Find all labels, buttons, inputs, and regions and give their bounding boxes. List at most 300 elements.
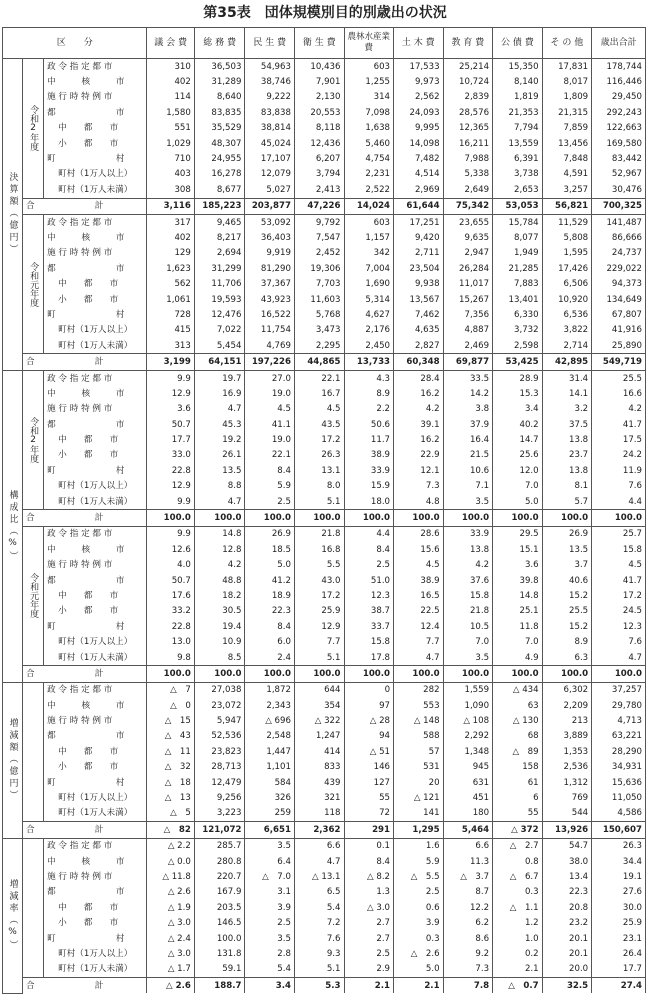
table-cell: 36,503 xyxy=(194,59,245,75)
table-cell: 354 xyxy=(294,698,344,713)
table-cell: 310 xyxy=(147,59,194,75)
table-cell: 100.0 xyxy=(147,666,194,682)
table-cell: 28,713 xyxy=(194,760,245,775)
table-cell: △ 13.1 xyxy=(294,869,344,884)
table-cell: 40.6 xyxy=(542,573,592,588)
table-cell: △ 7 xyxy=(147,682,194,698)
table-cell: 11,529 xyxy=(542,214,592,230)
table-cell: 17.7 xyxy=(147,432,194,447)
table-cell: 14.2 xyxy=(443,386,493,401)
row-label: 都 市 xyxy=(44,105,147,120)
table-cell: 1,061 xyxy=(147,292,194,307)
table-cell: 4.7 xyxy=(592,650,646,666)
table-cell: 2,548 xyxy=(245,729,295,744)
table-cell: 13.1 xyxy=(294,463,344,478)
table-cell: 2,343 xyxy=(245,698,295,713)
table-cell: 6,391 xyxy=(493,151,543,166)
table-cell: 169,580 xyxy=(592,136,646,151)
table-cell: 52,536 xyxy=(194,729,245,744)
table-cell: 2,362 xyxy=(294,822,344,838)
table-cell: 9.9 xyxy=(147,370,194,386)
table-cell: 13,401 xyxy=(493,292,543,307)
expenditure-table xyxy=(2,27,646,994)
table-cell: 21,315 xyxy=(542,105,592,120)
table-cell: 549,719 xyxy=(592,354,646,370)
table-cell: 12,479 xyxy=(194,775,245,790)
table-cell: 8.4 xyxy=(245,463,295,478)
table-cell: 2,292 xyxy=(443,729,493,744)
era-label: 令和元年度 xyxy=(23,214,44,354)
table-row xyxy=(3,323,646,338)
table-cell: 100.0 xyxy=(344,510,394,526)
table-cell: 13.4 xyxy=(542,869,592,884)
table-cell: 5.4 xyxy=(245,962,295,978)
table-row xyxy=(3,402,646,417)
table-cell: 19,306 xyxy=(294,261,344,276)
table-cell: 27.0 xyxy=(245,370,295,386)
table-cell: 27.6 xyxy=(592,885,646,900)
table-cell: 9,919 xyxy=(245,246,295,261)
table-cell: 61 xyxy=(493,775,543,790)
table-cell: 7.6 xyxy=(592,479,646,494)
table-cell: 9,792 xyxy=(294,214,344,230)
row-label: 中 核 市 xyxy=(44,74,147,89)
category-header: 区 分 xyxy=(3,28,147,59)
header-row xyxy=(3,28,646,59)
table-row xyxy=(3,214,646,230)
table-cell: 39.1 xyxy=(394,417,444,432)
table-cell: 6.3 xyxy=(542,650,592,666)
table-cell: 37,257 xyxy=(592,682,646,698)
table-cell: 12.6 xyxy=(147,542,194,557)
table-cell: 158 xyxy=(493,760,543,775)
table-cell: 29.5 xyxy=(493,526,543,542)
table-row xyxy=(3,729,646,744)
table-cell: 24.2 xyxy=(592,448,646,463)
table-cell: 1,090 xyxy=(443,698,493,713)
row-label: 政 令 指 定 都 市 xyxy=(44,838,147,854)
table-cell: 5,338 xyxy=(443,167,493,182)
row-label: 施 行 時 特 例 市 xyxy=(44,246,147,261)
table-cell: 280.8 xyxy=(194,854,245,869)
table-cell: 229,022 xyxy=(592,261,646,276)
table-cell: 69,877 xyxy=(443,354,493,370)
table-cell: 16,278 xyxy=(194,167,245,182)
row-label: 施 行 時 特 例 市 xyxy=(44,402,147,417)
table-cell: 185,223 xyxy=(194,198,245,214)
column-header: 教 育 費 xyxy=(443,28,493,59)
table-cell: 8.9 xyxy=(542,634,592,649)
table-cell: 5,314 xyxy=(344,292,394,307)
table-cell: 16.5 xyxy=(394,588,444,603)
table-cell: 2,295 xyxy=(294,338,344,354)
era-label: 令和2年度 xyxy=(23,370,44,510)
table-cell: 2,711 xyxy=(394,246,444,261)
table-cell: 35,529 xyxy=(194,121,245,136)
table-cell: 21.8 xyxy=(443,604,493,619)
table-cell: 403 xyxy=(147,167,194,182)
table-cell: 203,877 xyxy=(245,198,295,214)
table-cell: 13.8 xyxy=(542,432,592,447)
table-cell: 127 xyxy=(344,775,394,790)
table-cell: 30.5 xyxy=(194,604,245,619)
row-label: 中 都 市 xyxy=(44,276,147,291)
table-cell: 2.1 xyxy=(394,978,444,994)
table-cell: 2,469 xyxy=(443,338,493,354)
table-cell: 6,207 xyxy=(294,151,344,166)
table-cell: 25.5 xyxy=(542,604,592,619)
table-cell: 7,004 xyxy=(344,261,394,276)
table-cell: 34,931 xyxy=(592,760,646,775)
table-cell: 5,464 xyxy=(443,822,493,838)
table-cell: 8.9 xyxy=(344,386,394,401)
table-cell: 8.0 xyxy=(294,479,344,494)
table-cell: 12,365 xyxy=(443,121,493,136)
table-cell: 38.7 xyxy=(344,604,394,619)
table-cell: 100.0 xyxy=(245,666,295,682)
table-cell: △ 51 xyxy=(344,744,394,759)
table-cell: 26.9 xyxy=(542,526,592,542)
table-cell: 402 xyxy=(147,74,194,89)
table-cell: 2.9 xyxy=(344,962,394,978)
row-label: 小 都 市 xyxy=(44,448,147,463)
table-cell: 6 xyxy=(493,790,543,805)
table-cell: 8.8 xyxy=(194,479,245,494)
table-cell: 314 xyxy=(344,90,394,105)
table-cell: △ 1.9 xyxy=(147,900,194,915)
table-row xyxy=(3,744,646,759)
row-label: 都 市 xyxy=(44,417,147,432)
table-cell: 18.5 xyxy=(245,542,295,557)
table-cell: △ 32 xyxy=(147,760,194,775)
table-cell: 2,231 xyxy=(344,167,394,182)
table-cell: 7.2 xyxy=(294,915,344,930)
table-cell: 52,967 xyxy=(592,167,646,182)
row-label: 中 核 市 xyxy=(44,542,147,557)
table-cell: 4.4 xyxy=(592,494,646,510)
table-cell: 26.3 xyxy=(294,448,344,463)
table-cell: 11.8 xyxy=(493,619,543,634)
table-cell: 26.4 xyxy=(592,946,646,961)
table-cell: 100.0 xyxy=(493,510,543,526)
table-cell: 8.4 xyxy=(344,854,394,869)
table-cell: 28.6 xyxy=(394,526,444,542)
table-cell: 7.3 xyxy=(394,479,444,494)
table-cell: 5.7 xyxy=(542,494,592,510)
table-cell: 31,289 xyxy=(194,74,245,89)
table-cell: 75,342 xyxy=(443,198,493,214)
table-cell: 1,348 xyxy=(443,744,493,759)
table-cell: 18.0 xyxy=(344,494,394,510)
table-cell: 100.0 xyxy=(443,666,493,682)
table-cell: 22.3 xyxy=(245,604,295,619)
table-row xyxy=(3,713,646,728)
table-cell: 700,325 xyxy=(592,198,646,214)
table-cell: 3,199 xyxy=(147,354,194,370)
table-cell: 23,072 xyxy=(194,698,245,713)
table-cell: 2.7 xyxy=(344,915,394,930)
table-cell: 4,769 xyxy=(245,338,295,354)
table-cell: 38,746 xyxy=(245,74,295,89)
table-cell: 2,522 xyxy=(344,182,394,198)
table-cell: 13.5 xyxy=(542,542,592,557)
table-cell: 22.1 xyxy=(245,448,295,463)
table-cell: 54.7 xyxy=(542,838,592,854)
table-cell: 3,889 xyxy=(542,729,592,744)
table-cell: 16,522 xyxy=(245,307,295,322)
table-cell: 21,285 xyxy=(493,261,543,276)
table-cell: 10,920 xyxy=(542,292,592,307)
table-cell: 86,666 xyxy=(592,230,646,245)
table-cell: 12.9 xyxy=(294,619,344,634)
section-label: 構成比（%） xyxy=(3,370,23,682)
table-cell: 285.7 xyxy=(194,838,245,854)
row-label: 町村（1万人以上） xyxy=(44,946,147,961)
table-cell: 150,607 xyxy=(592,822,646,838)
table-cell: 9,973 xyxy=(394,74,444,89)
table-cell: 100.0 xyxy=(592,510,646,526)
table-cell: 23.2 xyxy=(542,915,592,930)
table-cell: 0.8 xyxy=(493,854,543,869)
table-cell: 3,738 xyxy=(493,167,543,182)
table-cell: 8,677 xyxy=(194,182,245,198)
table-cell: △ 5 xyxy=(147,806,194,822)
table-cell: 17,426 xyxy=(542,261,592,276)
table-cell: 100.0 xyxy=(493,666,543,682)
table-cell: 20 xyxy=(394,775,444,790)
table-cell: 4,591 xyxy=(542,167,592,182)
table-cell: 15,636 xyxy=(592,775,646,790)
table-cell: 134,649 xyxy=(592,292,646,307)
column-header: 議 会 費 xyxy=(147,28,194,59)
table-cell: 26.1 xyxy=(194,448,245,463)
table-cell: 1,255 xyxy=(344,74,394,89)
table-cell: 20,553 xyxy=(294,105,344,120)
table-cell: 5.0 xyxy=(394,962,444,978)
table-cell: △ 322 xyxy=(294,713,344,728)
table-cell: 31,299 xyxy=(194,261,245,276)
table-cell: 14.8 xyxy=(493,588,543,603)
table-cell: 12.9 xyxy=(147,386,194,401)
table-cell: 83,442 xyxy=(592,151,646,166)
row-label: 町 村 xyxy=(44,463,147,478)
table-row xyxy=(3,510,646,526)
table-cell: 41,916 xyxy=(592,323,646,338)
row-label: 中 都 市 xyxy=(44,121,147,136)
table-cell: 9.9 xyxy=(147,526,194,542)
table-cell: 1.2 xyxy=(493,915,543,930)
table-cell: 14,024 xyxy=(344,198,394,214)
table-cell: 47,226 xyxy=(294,198,344,214)
table-row xyxy=(3,946,646,961)
table-row xyxy=(3,573,646,588)
table-row xyxy=(3,276,646,291)
table-cell: 2,452 xyxy=(294,246,344,261)
table-cell: 6.4 xyxy=(245,854,295,869)
table-cell: 129 xyxy=(147,246,194,261)
table-cell: 2,827 xyxy=(394,338,444,354)
row-label: 中 都 市 xyxy=(44,744,147,759)
table-cell: 20.0 xyxy=(542,962,592,978)
table-cell: 25,214 xyxy=(443,59,493,75)
table-cell: 4,586 xyxy=(592,806,646,822)
table-cell: 19.1 xyxy=(592,869,646,884)
section-label: 増減額（億円） xyxy=(3,682,23,838)
table-cell: 11,603 xyxy=(294,292,344,307)
table-cell: 30,476 xyxy=(592,182,646,198)
table-cell: 17.2 xyxy=(592,588,646,603)
table-cell: 33.9 xyxy=(443,526,493,542)
table-cell: 188.7 xyxy=(194,978,245,994)
row-label: 都 市 xyxy=(44,729,147,744)
table-cell: 2.5 xyxy=(245,494,295,510)
table-cell: 0.3 xyxy=(394,931,444,946)
table-cell: △ 1.7 xyxy=(147,962,194,978)
table-cell: 22.3 xyxy=(542,885,592,900)
table-cell: 20.8 xyxy=(542,900,592,915)
table-cell: 3,822 xyxy=(542,323,592,338)
table-cell: 11,754 xyxy=(245,323,295,338)
table-cell: 2,969 xyxy=(394,182,444,198)
row-label: 町 村 xyxy=(44,619,147,634)
table-row xyxy=(3,59,646,75)
table-cell: 29,780 xyxy=(592,698,646,713)
table-cell: 23,823 xyxy=(194,744,245,759)
table-cell: 18.9 xyxy=(245,588,295,603)
table-cell: 5,947 xyxy=(194,713,245,728)
table-cell: 9.3 xyxy=(294,946,344,961)
table-cell: 3.4 xyxy=(493,402,543,417)
table-cell: 25.7 xyxy=(592,526,646,542)
table-cell: 53,092 xyxy=(245,214,295,230)
table-cell: 15,784 xyxy=(493,214,543,230)
table-cell: 4.2 xyxy=(394,402,444,417)
table-cell: 0.2 xyxy=(493,946,543,961)
row-label: 町村（1万人以上） xyxy=(44,479,147,494)
table-cell: 3,794 xyxy=(294,167,344,182)
total-label: 合 計 xyxy=(23,354,147,370)
table-cell: 60,348 xyxy=(394,354,444,370)
table-cell: 7.0 xyxy=(493,634,543,649)
total-label: 合 計 xyxy=(23,822,147,838)
table-cell: 7,462 xyxy=(394,307,444,322)
table-cell: 57 xyxy=(394,744,444,759)
table-cell: 1,247 xyxy=(294,729,344,744)
table-cell: 1,819 xyxy=(493,90,543,105)
table-cell: 100.0 xyxy=(394,666,444,682)
table-cell: △ 2.7 xyxy=(493,838,543,854)
table-cell: 13,456 xyxy=(542,136,592,151)
table-cell: 141 xyxy=(394,806,444,822)
section-label: 決算額（億円） xyxy=(3,59,23,371)
row-label: 小 都 市 xyxy=(44,136,147,151)
table-cell: 2,598 xyxy=(493,338,543,354)
table-row xyxy=(3,650,646,666)
table-cell: △ 434 xyxy=(493,682,543,698)
table-cell: 22.8 xyxy=(147,619,194,634)
table-cell: 833 xyxy=(294,760,344,775)
table-cell: 7,988 xyxy=(443,151,493,166)
table-row xyxy=(3,558,646,573)
table-cell: 23,504 xyxy=(394,261,444,276)
table-cell: 213 xyxy=(542,713,592,728)
table-row xyxy=(3,962,646,978)
table-cell: 6.6 xyxy=(443,838,493,854)
column-header: そ の 他 xyxy=(542,28,592,59)
table-row xyxy=(3,838,646,854)
table-cell: 19.4 xyxy=(194,619,245,634)
table-cell: 2.1 xyxy=(493,962,543,978)
table-cell: △ 696 xyxy=(245,713,295,728)
table-cell: 7.7 xyxy=(294,634,344,649)
total-label: 合 計 xyxy=(23,510,147,526)
table-cell: 24.5 xyxy=(592,604,646,619)
table-cell: 631 xyxy=(443,775,493,790)
table-cell: 36,403 xyxy=(245,230,295,245)
table-cell: 167.9 xyxy=(194,885,245,900)
table-cell: 15.2 xyxy=(542,588,592,603)
table-cell: 15.8 xyxy=(344,634,394,649)
table-cell: 1,447 xyxy=(245,744,295,759)
table-cell: 5.1 xyxy=(294,650,344,666)
table-cell: 5,460 xyxy=(344,136,394,151)
table-cell: 8.7 xyxy=(443,885,493,900)
table-cell: 12,476 xyxy=(194,307,245,322)
table-cell: 3.8 xyxy=(443,402,493,417)
table-cell: 0 xyxy=(344,682,394,698)
row-label: 町 村 xyxy=(44,151,147,166)
table-cell: 12.1 xyxy=(394,463,444,478)
table-cell: 6.0 xyxy=(245,634,295,649)
table-cell: 8,640 xyxy=(194,90,245,105)
table-row xyxy=(3,698,646,713)
table-cell: 141,487 xyxy=(592,214,646,230)
table-cell: △ 43 xyxy=(147,729,194,744)
table-cell: 11,017 xyxy=(443,276,493,291)
row-label: 政 令 指 定 都 市 xyxy=(44,370,147,386)
table-cell: 7,482 xyxy=(394,151,444,166)
table-cell: 584 xyxy=(245,775,295,790)
table-row xyxy=(3,900,646,915)
table-cell: 2,209 xyxy=(542,698,592,713)
section-label: 増減率（%） xyxy=(3,838,23,993)
table-cell: 13,926 xyxy=(542,822,592,838)
table-cell: 2.5 xyxy=(245,915,295,930)
table-cell: 710 xyxy=(147,151,194,166)
era-label xyxy=(23,682,44,822)
row-label: 中 核 市 xyxy=(44,230,147,245)
table-cell: 4.9 xyxy=(493,650,543,666)
table-row xyxy=(3,246,646,261)
row-label: 都 市 xyxy=(44,261,147,276)
table-cell: 48.8 xyxy=(194,573,245,588)
table-cell: 4.2 xyxy=(592,402,646,417)
table-cell: 180 xyxy=(443,806,493,822)
table-cell: 13,733 xyxy=(344,354,394,370)
table-cell: △ 6.7 xyxy=(493,869,543,884)
table-cell: 7,098 xyxy=(344,105,394,120)
table-cell: 13.8 xyxy=(443,542,493,557)
table-cell: 100.0 xyxy=(194,931,245,946)
table-cell: 10.5 xyxy=(443,619,493,634)
table-cell: 1,623 xyxy=(147,261,194,276)
column-header: 土 木 費 xyxy=(394,28,444,59)
table-cell: 19.7 xyxy=(194,370,245,386)
table-cell: 45.3 xyxy=(194,417,245,432)
table-cell: 1,295 xyxy=(394,822,444,838)
table-row xyxy=(3,915,646,930)
table-cell: 12.3 xyxy=(344,588,394,603)
